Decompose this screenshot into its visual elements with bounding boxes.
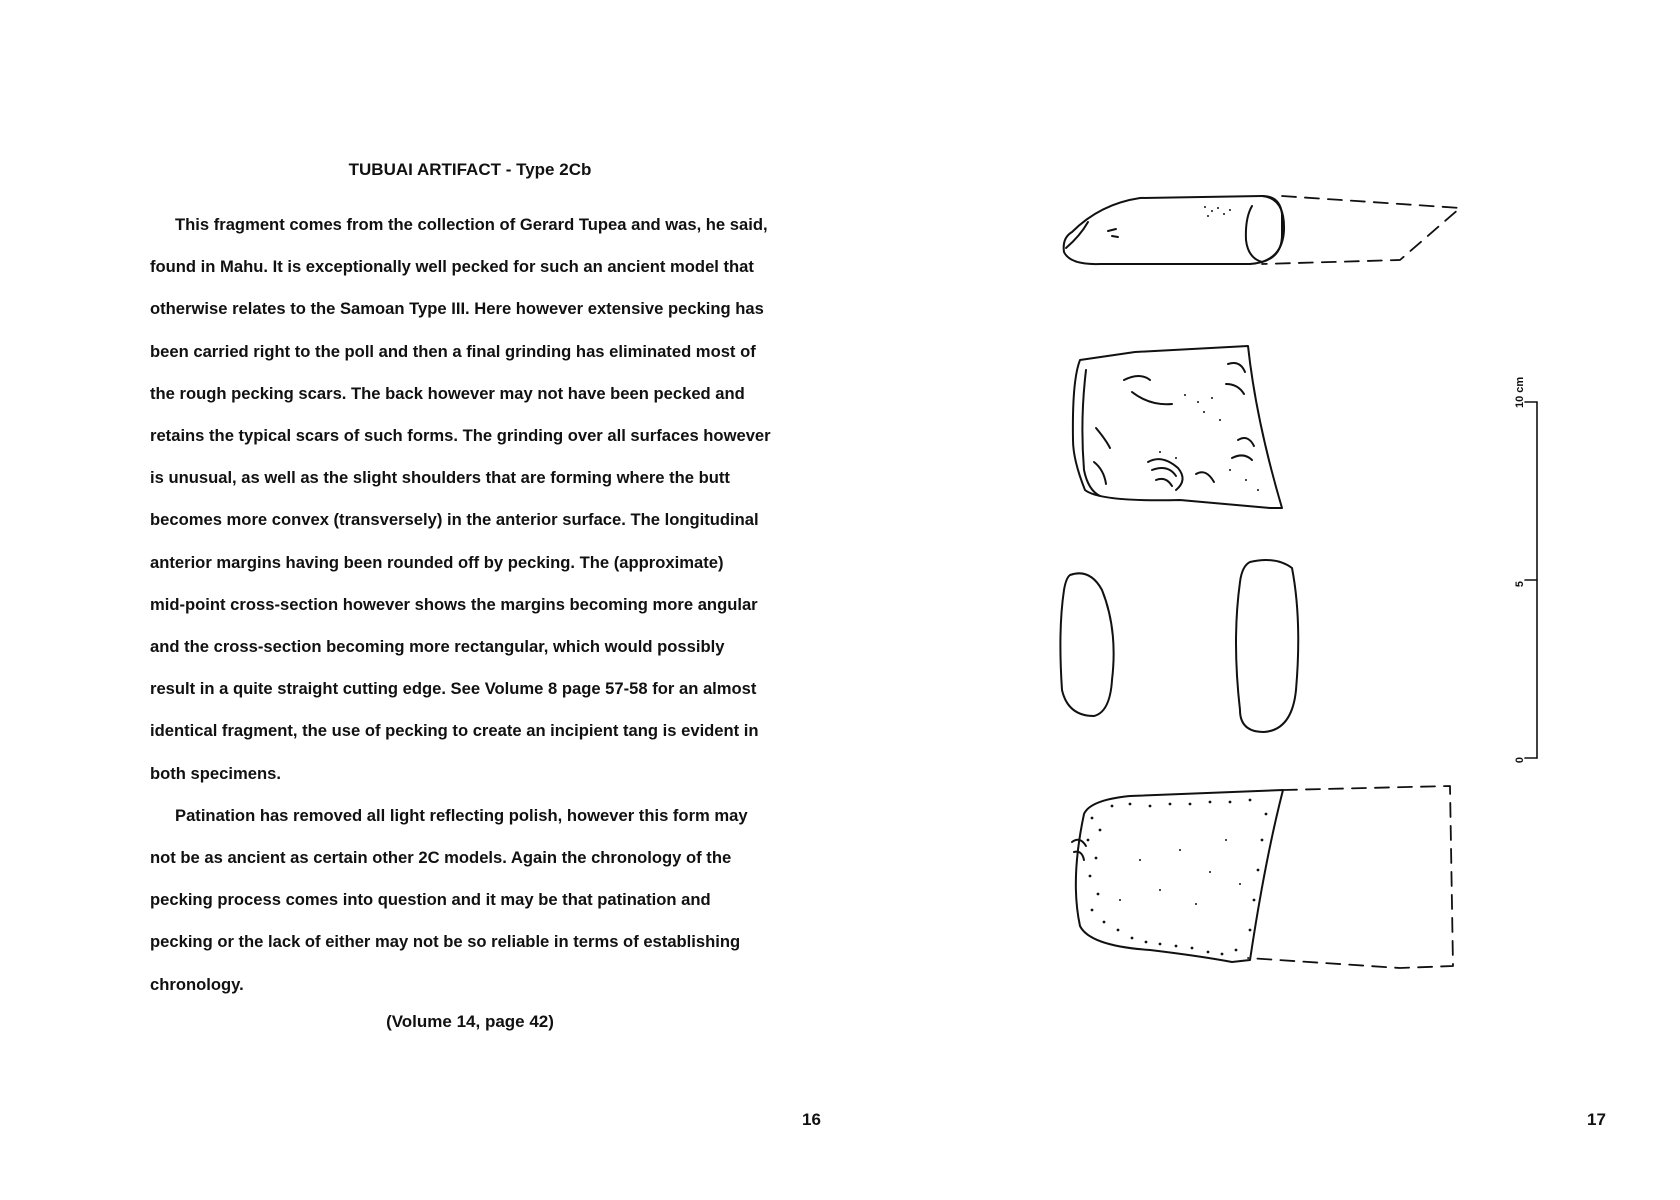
- text-line: both specimens.: [150, 763, 281, 783]
- artifact-cross-section-right: [1236, 560, 1298, 732]
- text-line: been carried right to the poll and then a final grinding has eliminated most of: [150, 341, 756, 361]
- text-line: This fragment comes from the collection of Gerard Tupea and was, he said,: [175, 215, 768, 234]
- text-line: Patination has removed all light reflecting polish, however this form may: [175, 805, 748, 825]
- text-line: the rough pecking scars. The back however may not have been pecked and: [150, 383, 745, 403]
- page-number-right: 17: [1587, 1110, 1606, 1129]
- source-citation: (Volume 14, page 42): [386, 1011, 554, 1031]
- page-number-left: 16: [802, 1110, 821, 1129]
- text-line: mid-point cross-section however shows the margins becoming more angular: [150, 594, 758, 614]
- text-line: found in Mahu. It is exceptionally well pecked for such an ancient model that: [150, 257, 754, 277]
- text-line: anterior margins having been rounded off by pecking. The (approximate): [150, 552, 724, 572]
- text-line: chronology.: [150, 974, 244, 994]
- text-line: is unusual, as well as the slight shoulders that are forming where the butt: [150, 468, 730, 488]
- artifact-back-view: [1072, 786, 1453, 968]
- text-line: and the cross-section becoming more rectangular, which would possibly: [150, 637, 725, 657]
- artifact-cross-section-left: [1060, 573, 1113, 716]
- left-page: [150, 160, 810, 1032]
- scale-label-10cm: 10 cm: [1514, 376, 1526, 408]
- text-line: not be as ancient as certain other 2C models. Again the chronology of the: [150, 848, 732, 868]
- text-line: result in a quite straight cutting edge. See Volume 8 page 57-58 for an almost: [150, 679, 757, 699]
- text-line: otherwise relates to the Samoan Type III. Here however extensive pecking has: [150, 299, 764, 319]
- scale-bar-labels: [1514, 377, 1526, 763]
- scale-label-5: 5: [1514, 580, 1526, 588]
- scale-bar: [1525, 402, 1537, 758]
- artifact-profile-view: [1064, 196, 1460, 264]
- text-line: becomes more convex (transversely) in the anterior surface. The longitudinal: [150, 510, 759, 530]
- text-line: identical fragment, the use of pecking to create an incipient tang is evident in: [150, 721, 759, 741]
- text-line: retains the typical scars of such forms. The grinding over all surfaces however: [150, 426, 771, 446]
- scale-label-0: 0: [1514, 756, 1526, 764]
- artifact-front-view: [1073, 346, 1282, 508]
- paragraph-2: [150, 795, 810, 1006]
- paragraph-1: [150, 204, 810, 795]
- page-title: TUBUAI ARTIFACT - Type 2Cb: [348, 160, 592, 179]
- text-line: pecking process comes into question and it may be that patination and: [150, 890, 711, 910]
- text-line: pecking or the lack of either may not be so reliable in terms of establishing: [150, 932, 741, 952]
